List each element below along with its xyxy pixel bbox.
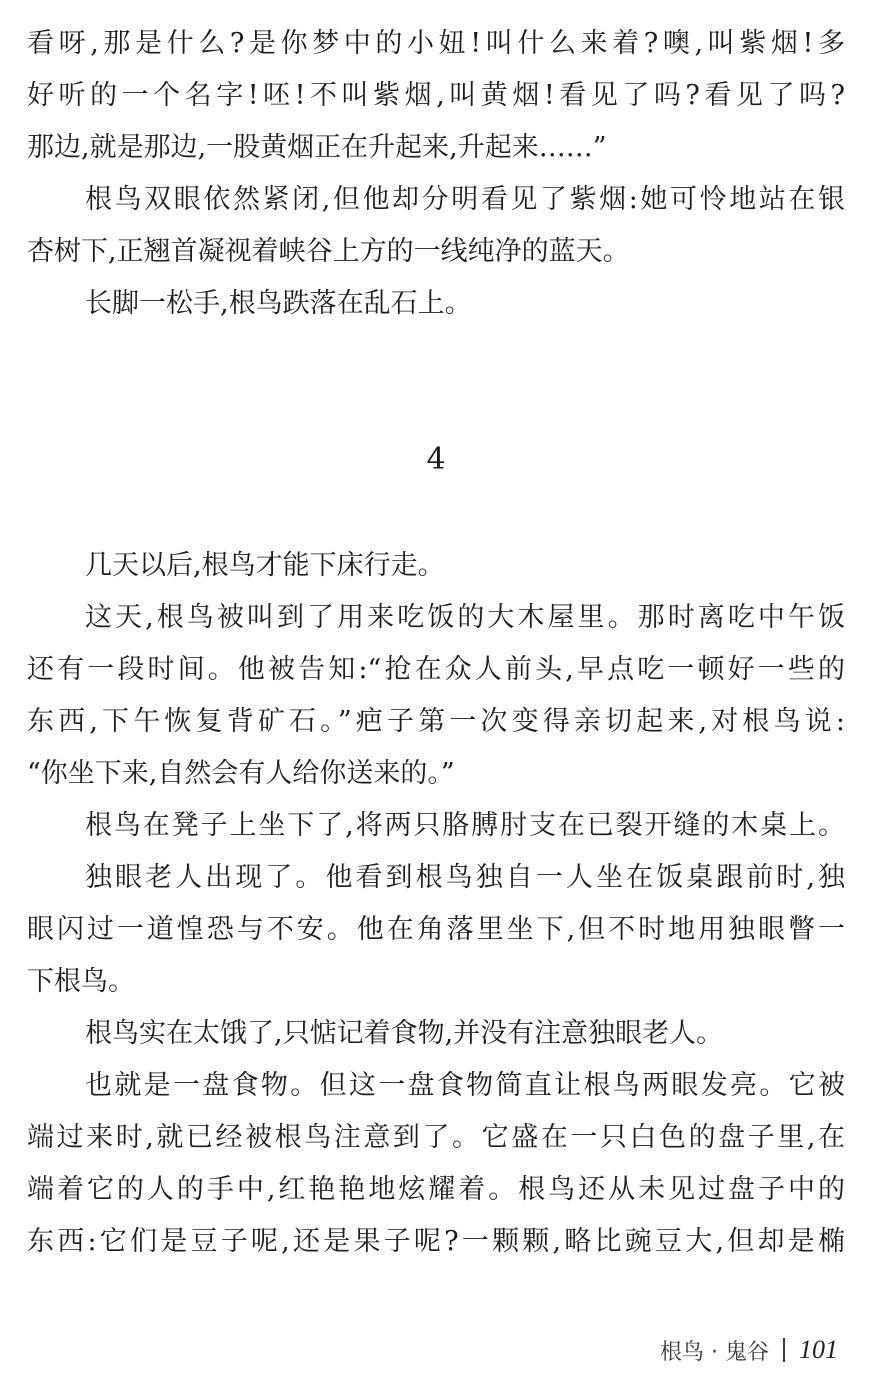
text-line: 那边,就是那边,一股黄烟正在升起来,升起来……” (27, 132, 607, 163)
footer-divider (783, 1338, 785, 1362)
text-line: 根鸟在凳子上坐下了,将两只胳膊肘支在已裂开缝的木桌上。 (85, 810, 845, 841)
text-line: 也就是一盘食物。但这一盘食物简直让根鸟两眼发亮。它被 (85, 1070, 845, 1101)
text-line: 独眼老人出现了。他看到根鸟独自一人坐在饭桌跟前时,独 (85, 862, 845, 893)
text-line: 还有一段时间。他被告知:“抢在众人前头,早点吃一顿好一些的 (27, 654, 845, 685)
text-line: 端着它的人的手中,红艳艳地炫耀着。根鸟还从未见过盘子中的 (27, 1174, 845, 1205)
page-number: 101 (799, 1335, 838, 1364)
text-line: 东西:它们是豆子呢,还是果子呢?一颗颗,略比豌豆大,但却是椭 (27, 1226, 845, 1257)
text-line: 好听的一个名字!呸!不叫紫烟,叫黄烟!看见了吗?看见了吗? (27, 80, 845, 111)
text-line: 眼闪过一道惶恐与不安。他在角落里坐下,但不时地用独眼瞥一 (27, 914, 845, 945)
text-line: 端过来时,就已经被根鸟注意到了。它盛在一只白色的盘子里,在 (27, 1122, 845, 1153)
text-line: “你坐下来,自然会有人给你送来的。” (27, 758, 455, 789)
text-line: 根鸟双眼依然紧闭,但他却分明看见了紫烟:她可怜地站在银 (85, 184, 845, 215)
text-line: 杏树下,正翘首凝视着峡谷上方的一线纯净的蓝天。 (27, 236, 630, 267)
text-line: 长脚一松手,根鸟跌落在乱石上。 (85, 288, 472, 319)
page-footer (660, 1334, 838, 1366)
running-title: 根鸟 · 鬼谷 (660, 1339, 769, 1365)
chapter-number: 4 (426, 442, 446, 477)
text-line: 东西,下午恢复背矿石。”疤子第一次变得亲切起来,对根鸟说: (27, 706, 845, 737)
text-line: 几天以后,根鸟才能下床行走。 (85, 550, 445, 581)
text-line: 根鸟实在太饿了,只惦记着食物,并没有注意独眼老人。 (85, 1018, 724, 1049)
text-line: 这天,根鸟被叫到了用来吃饭的大木屋里。那时离吃中午饭 (85, 602, 845, 633)
text-line: 看呀,那是什么?是你梦中的小妞!叫什么来着?噢,叫紫烟!多 (27, 28, 845, 59)
text-line: 下根鸟。 (27, 966, 135, 997)
